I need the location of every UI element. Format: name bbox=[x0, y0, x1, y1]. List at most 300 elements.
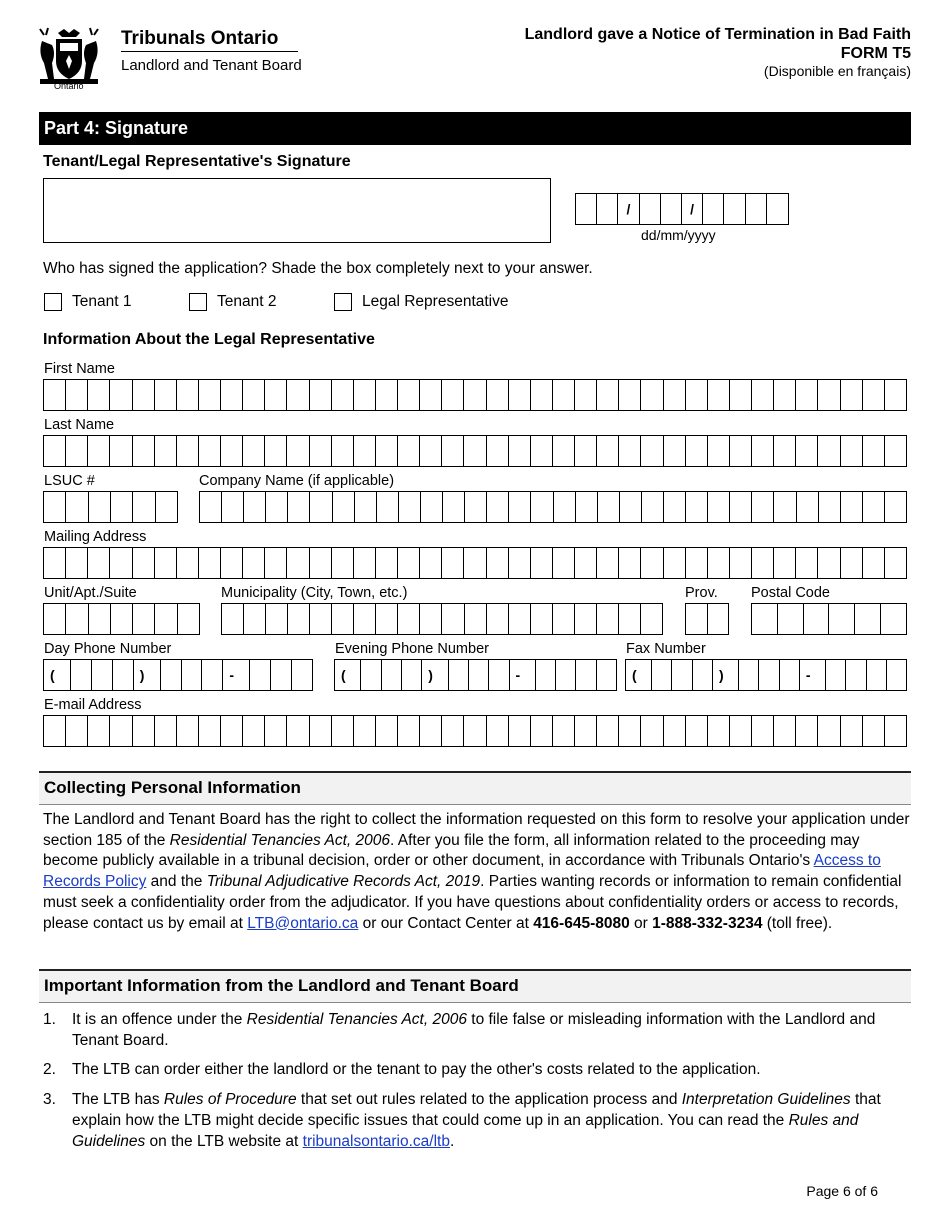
char-cell[interactable] bbox=[531, 492, 553, 522]
char-cell[interactable] bbox=[222, 604, 244, 634]
char-cell[interactable] bbox=[730, 716, 752, 746]
char-cell[interactable] bbox=[402, 660, 422, 690]
char-cell[interactable] bbox=[664, 492, 686, 522]
char-cell[interactable] bbox=[66, 380, 88, 410]
char-cell[interactable] bbox=[243, 716, 265, 746]
char-cell[interactable] bbox=[509, 380, 531, 410]
char-cell[interactable] bbox=[376, 436, 398, 466]
char-cell[interactable] bbox=[287, 436, 309, 466]
char-cell[interactable] bbox=[88, 436, 110, 466]
char-cell[interactable] bbox=[177, 716, 199, 746]
char-cell[interactable] bbox=[332, 548, 354, 578]
char-cell[interactable] bbox=[826, 660, 846, 690]
char-cell[interactable] bbox=[288, 604, 310, 634]
char-cell[interactable] bbox=[89, 492, 111, 522]
char-cell[interactable] bbox=[642, 492, 664, 522]
char-cell[interactable] bbox=[841, 548, 863, 578]
char-cell[interactable] bbox=[332, 380, 354, 410]
checkbox-box[interactable] bbox=[189, 293, 207, 311]
email-label: E-mail Address bbox=[44, 697, 142, 713]
char-cell[interactable] bbox=[177, 380, 199, 410]
char-cell[interactable] bbox=[885, 716, 906, 746]
char-cell[interactable] bbox=[442, 380, 464, 410]
char-cell[interactable] bbox=[641, 716, 663, 746]
char-cell[interactable] bbox=[292, 660, 312, 690]
char-cell[interactable] bbox=[222, 492, 244, 522]
char-cell[interactable] bbox=[469, 660, 489, 690]
char-cell[interactable] bbox=[487, 604, 509, 634]
guidelines-title: Interpretation Guidelines bbox=[681, 1091, 851, 1109]
char-cell[interactable] bbox=[310, 492, 332, 522]
municipality-field[interactable] bbox=[221, 603, 663, 635]
char-cell[interactable] bbox=[111, 492, 133, 522]
char-cell[interactable] bbox=[818, 548, 840, 578]
char-cell[interactable] bbox=[333, 492, 355, 522]
checkbox-box[interactable] bbox=[334, 293, 352, 311]
access-records-link[interactable]: Access to Records Policy bbox=[43, 852, 881, 891]
char-cell[interactable] bbox=[202, 660, 223, 690]
char-cell[interactable] bbox=[398, 436, 420, 466]
char-cell[interactable] bbox=[575, 716, 597, 746]
last-name-field[interactable] bbox=[43, 435, 907, 467]
char-cell[interactable] bbox=[464, 380, 486, 410]
char-cell[interactable] bbox=[221, 548, 243, 578]
fax-field[interactable] bbox=[625, 659, 907, 691]
char-cell[interactable] bbox=[66, 492, 88, 522]
char-cell[interactable] bbox=[752, 492, 774, 522]
char-cell[interactable] bbox=[221, 380, 243, 410]
char-cell[interactable] bbox=[199, 716, 221, 746]
char-cell[interactable] bbox=[111, 604, 133, 634]
char-cell[interactable] bbox=[487, 716, 509, 746]
char-cell[interactable] bbox=[243, 380, 265, 410]
char-cell[interactable] bbox=[271, 660, 292, 690]
char-cell[interactable] bbox=[377, 492, 399, 522]
char-cell[interactable] bbox=[686, 716, 708, 746]
char-cell[interactable] bbox=[597, 380, 619, 410]
char-cell[interactable] bbox=[155, 436, 177, 466]
char-cell[interactable] bbox=[355, 492, 377, 522]
char-cell[interactable] bbox=[44, 604, 66, 634]
char-cell[interactable] bbox=[398, 716, 420, 746]
char-cell[interactable] bbox=[161, 660, 182, 690]
char-cell[interactable] bbox=[332, 436, 354, 466]
char-cell[interactable] bbox=[156, 492, 177, 522]
char-cell[interactable] bbox=[597, 436, 619, 466]
char-cell[interactable] bbox=[887, 660, 906, 690]
char-cell[interactable] bbox=[774, 380, 796, 410]
char-cell[interactable] bbox=[221, 716, 243, 746]
char-cell[interactable] bbox=[110, 716, 132, 746]
date-cell[interactable] bbox=[640, 194, 661, 224]
char-cell[interactable] bbox=[778, 604, 804, 634]
char-cell[interactable] bbox=[553, 604, 575, 634]
char-cell[interactable] bbox=[310, 604, 332, 634]
char-cell[interactable] bbox=[133, 548, 155, 578]
char-cell[interactable] bbox=[310, 380, 332, 410]
char-cell[interactable] bbox=[759, 660, 779, 690]
text-run: . bbox=[449, 1132, 455, 1150]
char-cell[interactable] bbox=[376, 604, 398, 634]
char-cell[interactable] bbox=[641, 436, 663, 466]
important-info-title: Important Information from the Landlord and Tenant Board bbox=[39, 969, 911, 1003]
char-cell[interactable] bbox=[155, 380, 177, 410]
char-cell[interactable] bbox=[855, 604, 881, 634]
lsuc-label: LSUC # bbox=[44, 473, 95, 489]
char-cell[interactable] bbox=[818, 380, 840, 410]
char-cell[interactable] bbox=[44, 716, 66, 746]
char-cell[interactable] bbox=[652, 660, 672, 690]
char-cell[interactable] bbox=[730, 436, 752, 466]
char-cell[interactable] bbox=[288, 492, 310, 522]
char-cell[interactable] bbox=[664, 436, 686, 466]
char-cell[interactable] bbox=[686, 436, 708, 466]
char-cell[interactable] bbox=[641, 548, 663, 578]
checkbox-tenant-2[interactable] bbox=[189, 293, 276, 311]
char-cell[interactable] bbox=[575, 604, 597, 634]
email-field[interactable] bbox=[43, 715, 907, 747]
char-cell[interactable] bbox=[244, 604, 266, 634]
char-cell[interactable] bbox=[66, 436, 88, 466]
char-cell[interactable] bbox=[885, 492, 906, 522]
char-cell[interactable] bbox=[66, 548, 88, 578]
char-cell[interactable] bbox=[287, 548, 309, 578]
unit-field[interactable] bbox=[43, 603, 200, 635]
char-cell[interactable] bbox=[730, 548, 752, 578]
char-cell[interactable] bbox=[489, 660, 509, 690]
char-cell[interactable] bbox=[155, 716, 177, 746]
part4-title: Part 4: Signature bbox=[39, 112, 911, 145]
char-cell[interactable] bbox=[133, 604, 155, 634]
evening-phone-field[interactable] bbox=[334, 659, 617, 691]
char-cell[interactable] bbox=[155, 548, 177, 578]
char-cell[interactable] bbox=[88, 716, 110, 746]
char-cell[interactable] bbox=[619, 436, 641, 466]
char-cell[interactable] bbox=[287, 716, 309, 746]
char-cell[interactable] bbox=[110, 436, 132, 466]
char-cell[interactable] bbox=[863, 380, 885, 410]
char-cell[interactable] bbox=[804, 604, 830, 634]
char-cell[interactable] bbox=[774, 548, 796, 578]
char-cell[interactable] bbox=[442, 716, 464, 746]
char-cell[interactable] bbox=[44, 436, 66, 466]
char-cell[interactable] bbox=[620, 492, 642, 522]
char-cell[interactable] bbox=[509, 716, 531, 746]
char-cell[interactable] bbox=[361, 660, 381, 690]
char-cell[interactable] bbox=[442, 548, 464, 578]
char-cell[interactable] bbox=[885, 436, 906, 466]
char-cell[interactable] bbox=[287, 380, 309, 410]
char-cell[interactable] bbox=[575, 436, 597, 466]
date-cell[interactable] bbox=[703, 194, 724, 224]
char-cell[interactable] bbox=[265, 548, 287, 578]
char-cell[interactable] bbox=[420, 548, 442, 578]
char-cell[interactable] bbox=[376, 548, 398, 578]
char-cell[interactable] bbox=[88, 548, 110, 578]
char-cell[interactable] bbox=[310, 548, 332, 578]
char-cell[interactable] bbox=[863, 548, 885, 578]
char-cell[interactable] bbox=[133, 716, 155, 746]
char-cell[interactable] bbox=[487, 380, 509, 410]
char-cell[interactable] bbox=[110, 380, 132, 410]
char-cell[interactable] bbox=[509, 604, 531, 634]
char-cell[interactable] bbox=[464, 716, 486, 746]
char-cell[interactable] bbox=[310, 436, 332, 466]
postal-code-field[interactable] bbox=[751, 603, 907, 635]
char-cell[interactable] bbox=[664, 380, 686, 410]
char-cell[interactable] bbox=[598, 492, 620, 522]
char-cell[interactable] bbox=[556, 660, 576, 690]
char-cell[interactable] bbox=[531, 604, 553, 634]
char-cell[interactable] bbox=[442, 604, 464, 634]
char-cell[interactable] bbox=[354, 716, 376, 746]
char-cell[interactable] bbox=[354, 380, 376, 410]
char-cell[interactable] bbox=[554, 492, 576, 522]
char-cell[interactable] bbox=[597, 660, 616, 690]
char-cell[interactable] bbox=[133, 436, 155, 466]
char-cell[interactable] bbox=[730, 492, 752, 522]
char-cell[interactable] bbox=[619, 380, 641, 410]
char-cell[interactable] bbox=[664, 716, 686, 746]
char-cell[interactable] bbox=[553, 548, 575, 578]
char-cell[interactable] bbox=[464, 548, 486, 578]
char-cell[interactable] bbox=[398, 548, 420, 578]
char-cell[interactable] bbox=[796, 436, 818, 466]
char-cell[interactable] bbox=[863, 492, 885, 522]
char-cell[interactable] bbox=[487, 548, 509, 578]
char-cell[interactable] bbox=[619, 604, 641, 634]
char-cell[interactable] bbox=[841, 716, 863, 746]
char-cell[interactable] bbox=[487, 436, 509, 466]
char-cell[interactable] bbox=[708, 436, 730, 466]
char-cell[interactable] bbox=[774, 716, 796, 746]
char-cell[interactable] bbox=[780, 660, 800, 690]
char-cell[interactable] bbox=[332, 604, 354, 634]
char-cell[interactable] bbox=[863, 436, 885, 466]
char-cell[interactable] bbox=[89, 604, 111, 634]
char-cell[interactable] bbox=[576, 660, 596, 690]
char-cell[interactable] bbox=[752, 604, 778, 634]
date-cell[interactable] bbox=[746, 194, 767, 224]
char-cell[interactable] bbox=[774, 492, 796, 522]
char-cell[interactable] bbox=[841, 380, 863, 410]
char-cell[interactable] bbox=[465, 492, 487, 522]
char-cell[interactable] bbox=[443, 492, 465, 522]
char-cell[interactable] bbox=[243, 548, 265, 578]
char-cell[interactable] bbox=[739, 660, 759, 690]
char-cell[interactable] bbox=[829, 604, 855, 634]
ltb-website-link[interactable]: tribunalsontario.ca/ltb bbox=[302, 1132, 450, 1150]
char-cell[interactable] bbox=[250, 660, 271, 690]
char-cell[interactable] bbox=[536, 660, 556, 690]
char-cell[interactable] bbox=[44, 492, 66, 522]
checkbox-tenant-1[interactable] bbox=[44, 293, 131, 311]
char-cell[interactable] bbox=[881, 604, 906, 634]
char-cell[interactable] bbox=[354, 548, 376, 578]
char-cell[interactable] bbox=[420, 380, 442, 410]
char-cell[interactable] bbox=[221, 436, 243, 466]
province-field[interactable] bbox=[685, 603, 729, 635]
char-cell[interactable] bbox=[752, 436, 774, 466]
char-cell[interactable] bbox=[686, 548, 708, 578]
mailing-address-field[interactable] bbox=[43, 547, 907, 579]
char-cell[interactable] bbox=[730, 380, 752, 410]
char-cell[interactable] bbox=[199, 436, 221, 466]
char-cell[interactable] bbox=[708, 492, 730, 522]
char-cell[interactable] bbox=[382, 660, 402, 690]
char-cell[interactable] bbox=[509, 548, 531, 578]
char-cell[interactable] bbox=[399, 492, 421, 522]
char-cell[interactable] bbox=[66, 604, 88, 634]
char-cell[interactable] bbox=[575, 548, 597, 578]
char-cell[interactable] bbox=[265, 380, 287, 410]
char-cell[interactable] bbox=[867, 660, 887, 690]
email-link[interactable]: LTB@ontario.ca bbox=[247, 914, 359, 932]
char-cell[interactable] bbox=[797, 492, 819, 522]
char-cell[interactable] bbox=[597, 716, 619, 746]
char-cell[interactable] bbox=[265, 716, 287, 746]
char-cell[interactable] bbox=[641, 604, 662, 634]
char-cell[interactable] bbox=[708, 380, 730, 410]
char-cell[interactable] bbox=[796, 548, 818, 578]
char-cell[interactable] bbox=[244, 492, 266, 522]
date-cell[interactable] bbox=[661, 194, 682, 224]
checkbox-legal-rep[interactable] bbox=[334, 293, 509, 311]
char-cell[interactable] bbox=[531, 548, 553, 578]
char-cell[interactable] bbox=[133, 492, 155, 522]
char-cell[interactable] bbox=[332, 716, 354, 746]
char-cell[interactable] bbox=[420, 436, 442, 466]
char-cell[interactable] bbox=[863, 716, 885, 746]
char-cell[interactable] bbox=[576, 492, 598, 522]
char-cell[interactable] bbox=[752, 380, 774, 410]
char-cell[interactable] bbox=[841, 492, 863, 522]
char-cell[interactable] bbox=[686, 492, 708, 522]
char-cell[interactable] bbox=[553, 380, 575, 410]
char-cell[interactable] bbox=[421, 492, 443, 522]
char-cell[interactable] bbox=[553, 716, 575, 746]
char-cell[interactable] bbox=[708, 604, 729, 634]
char-cell[interactable] bbox=[354, 436, 376, 466]
char-cell[interactable] bbox=[686, 604, 708, 634]
char-cell[interactable] bbox=[619, 716, 641, 746]
char-cell[interactable] bbox=[354, 604, 376, 634]
char-cell[interactable] bbox=[672, 660, 692, 690]
char-cell[interactable] bbox=[531, 716, 553, 746]
char-cell[interactable] bbox=[575, 380, 597, 410]
checkbox-box[interactable] bbox=[44, 293, 62, 311]
char-cell[interactable] bbox=[597, 548, 619, 578]
date-cell[interactable] bbox=[576, 194, 597, 224]
char-cell[interactable] bbox=[774, 436, 796, 466]
char-cell[interactable] bbox=[71, 660, 92, 690]
first-name-field[interactable] bbox=[43, 379, 907, 411]
char-cell[interactable] bbox=[182, 660, 203, 690]
lsuc-field[interactable] bbox=[43, 491, 178, 523]
char-cell[interactable] bbox=[243, 436, 265, 466]
date-cell[interactable] bbox=[724, 194, 745, 224]
char-cell[interactable] bbox=[113, 660, 134, 690]
char-cell[interactable] bbox=[376, 380, 398, 410]
char-cell[interactable] bbox=[66, 716, 88, 746]
char-cell[interactable] bbox=[509, 436, 531, 466]
char-cell[interactable] bbox=[200, 492, 222, 522]
char-cell[interactable] bbox=[177, 436, 199, 466]
char-cell[interactable] bbox=[178, 604, 199, 634]
char-cell[interactable] bbox=[449, 660, 469, 690]
char-cell[interactable] bbox=[44, 548, 66, 578]
char-cell[interactable] bbox=[819, 492, 841, 522]
char-cell[interactable] bbox=[199, 548, 221, 578]
char-cell[interactable] bbox=[796, 380, 818, 410]
char-cell[interactable] bbox=[44, 380, 66, 410]
char-cell[interactable] bbox=[708, 716, 730, 746]
char-cell[interactable] bbox=[464, 436, 486, 466]
char-cell[interactable] bbox=[531, 380, 553, 410]
date-cell[interactable] bbox=[767, 194, 788, 224]
char-cell[interactable] bbox=[110, 548, 132, 578]
char-cell[interactable] bbox=[531, 436, 553, 466]
char-cell[interactable] bbox=[266, 492, 288, 522]
char-cell[interactable] bbox=[752, 548, 774, 578]
char-cell[interactable] bbox=[818, 436, 840, 466]
char-cell[interactable] bbox=[619, 548, 641, 578]
char-cell[interactable] bbox=[265, 436, 287, 466]
char-cell[interactable] bbox=[509, 492, 531, 522]
char-cell[interactable] bbox=[487, 492, 509, 522]
char-cell[interactable] bbox=[155, 604, 177, 634]
char-cell[interactable] bbox=[818, 716, 840, 746]
char-cell[interactable] bbox=[177, 548, 199, 578]
char-cell[interactable] bbox=[420, 604, 442, 634]
char-cell[interactable] bbox=[686, 380, 708, 410]
char-cell[interactable] bbox=[398, 604, 420, 634]
char-cell[interactable] bbox=[442, 436, 464, 466]
signature-date-field[interactable] bbox=[575, 193, 789, 225]
char-cell[interactable] bbox=[885, 548, 906, 578]
char-cell[interactable] bbox=[266, 604, 288, 634]
company-field[interactable] bbox=[199, 491, 907, 523]
char-cell[interactable] bbox=[841, 436, 863, 466]
phone-number: 1-888-332-3234 bbox=[652, 914, 763, 932]
char-cell[interactable] bbox=[420, 716, 442, 746]
char-cell[interactable] bbox=[92, 660, 113, 690]
char-cell[interactable] bbox=[133, 380, 155, 410]
char-cell[interactable] bbox=[597, 604, 619, 634]
char-cell[interactable] bbox=[199, 380, 221, 410]
char-cell[interactable] bbox=[664, 548, 686, 578]
signer-question: Who has signed the application? Shade the box completely next to your answer. bbox=[43, 260, 593, 277]
logo-caption: Ontario bbox=[54, 81, 84, 91]
char-cell[interactable] bbox=[641, 380, 663, 410]
char-cell[interactable] bbox=[752, 716, 774, 746]
char-cell[interactable] bbox=[310, 716, 332, 746]
date-cell[interactable] bbox=[597, 194, 618, 224]
char-cell[interactable] bbox=[885, 380, 906, 410]
char-cell[interactable] bbox=[693, 660, 713, 690]
char-cell[interactable] bbox=[398, 380, 420, 410]
char-cell[interactable] bbox=[708, 548, 730, 578]
char-cell[interactable] bbox=[553, 436, 575, 466]
char-cell[interactable] bbox=[88, 380, 110, 410]
signature-field[interactable] bbox=[43, 178, 551, 243]
char-cell[interactable] bbox=[376, 716, 398, 746]
text-run: The Landlord and Tenant Board has the right to collect the information requested on this form to resolve your application under section 185 of the bbox=[43, 811, 910, 849]
char-cell[interactable] bbox=[846, 660, 866, 690]
char-cell[interactable] bbox=[796, 716, 818, 746]
day-phone-field[interactable] bbox=[43, 659, 313, 691]
char-cell[interactable] bbox=[465, 604, 487, 634]
